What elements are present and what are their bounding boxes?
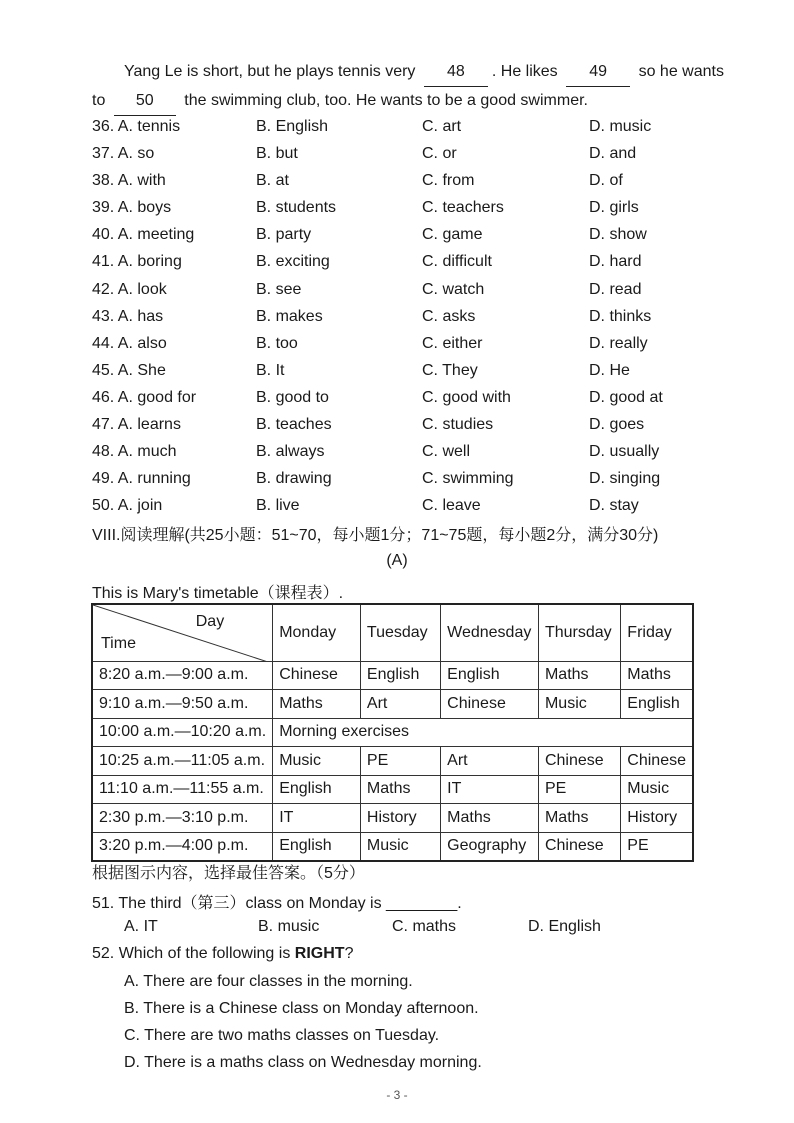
option-a: A. IT	[124, 918, 158, 935]
class-cell: English	[273, 832, 361, 861]
timetable	[91, 603, 694, 862]
option-row	[92, 411, 732, 438]
time-cell: 9:10 a.m.—9:50 a.m.	[92, 690, 273, 719]
option-row	[92, 330, 732, 357]
timetable-header-row	[92, 604, 693, 661]
option-a: 45. A. She	[92, 361, 166, 379]
option-row	[92, 465, 732, 492]
option-b: B. always	[256, 443, 325, 461]
class-cell: Chinese	[538, 832, 620, 861]
timetable-intro: This is Mary's timetable（课程表）.	[92, 585, 344, 602]
class-cell: PE	[360, 747, 440, 776]
option-b: B. exciting	[256, 253, 330, 271]
option-a: 42. A. look	[92, 280, 167, 298]
time-cell: 10:00 a.m.—10:20 a.m.	[92, 718, 273, 747]
day-header: Tuesday	[360, 604, 440, 661]
passage-text: to	[92, 92, 106, 109]
option-row	[92, 248, 732, 275]
option-c: C. teachers	[422, 199, 504, 217]
timetable-row	[92, 804, 693, 833]
option-a: 37. A. so	[92, 145, 155, 163]
option-c: C. swimming	[422, 470, 514, 488]
option-a: 38. A. with	[92, 172, 166, 190]
timetable-row	[92, 661, 693, 690]
timetable-corner-cell	[92, 604, 273, 661]
timetable-row	[92, 775, 693, 804]
option-a: 48. A. much	[92, 443, 177, 461]
option-a: 43. A. has	[92, 307, 164, 325]
class-cell: Music	[621, 775, 693, 804]
passage-line-1	[92, 58, 732, 87]
timetable-row	[92, 832, 693, 861]
section-subheading: (A)	[386, 552, 408, 569]
corner-time-label: Time	[101, 634, 136, 652]
class-cell: Art	[441, 747, 539, 776]
class-cell: Music	[273, 747, 361, 776]
class-cell: Chinese	[441, 690, 539, 719]
option-d: D. and	[589, 145, 637, 163]
option-c: C. good with	[422, 388, 511, 406]
option-d: D. He	[589, 361, 630, 379]
option-c: C. There are two maths classes on Tuesday.	[124, 1027, 440, 1044]
option-b: B. too	[256, 334, 298, 352]
option-b: B. English	[256, 118, 329, 135]
option-a: 36. A. tennis	[92, 118, 181, 135]
option-a: 39. A. boys	[92, 199, 172, 217]
option-d: D. stay	[589, 497, 639, 515]
question-52-stem	[92, 945, 353, 963]
class-cell: History	[360, 804, 440, 833]
diagonal-line	[93, 605, 268, 662]
passage-text: . He likes	[491, 63, 558, 80]
option-c: C. difficult	[422, 253, 492, 271]
option-c: C. well	[422, 443, 471, 461]
option-d: D. really	[589, 334, 648, 352]
class-cell: Chinese	[538, 747, 620, 776]
instruction-text: 根据图示内容，选择最佳答案。（5分）	[92, 865, 365, 882]
option-d: D. girls	[589, 199, 639, 217]
passage-text: so he wants	[638, 63, 724, 80]
class-cell: Maths	[538, 661, 620, 690]
option-b: B. see	[256, 280, 302, 298]
option-b: B. music	[258, 918, 320, 935]
option-row	[92, 303, 732, 330]
time-cell: 11:10 a.m.—11:55 a.m.	[92, 775, 273, 804]
class-cell: English	[621, 690, 693, 719]
option-c: C. game	[422, 226, 483, 244]
option-d: D. hard	[589, 253, 642, 271]
option-d: D. singing	[589, 470, 661, 488]
option-row	[92, 167, 732, 194]
class-cell: History	[621, 804, 693, 833]
day-header: Friday	[621, 604, 693, 661]
option-row	[92, 384, 732, 411]
class-cell: Geography	[441, 832, 539, 861]
option-row	[92, 357, 732, 384]
class-cell: Art	[360, 690, 440, 719]
day-header: Wednesday	[441, 604, 539, 661]
time-cell: 8:20 a.m.—9:00 a.m.	[92, 661, 273, 690]
option-d: D. usually	[589, 443, 660, 461]
option-c: C. asks	[422, 307, 476, 325]
passage-text: the swimming club, too. He wants to be a good swimmer.	[184, 92, 588, 109]
corner-day-label: Day	[195, 613, 225, 630]
option-b: B. teaches	[256, 416, 332, 434]
option-c: C. either	[422, 334, 483, 352]
option-d: D. English	[528, 918, 601, 935]
option-b: B. at	[256, 172, 289, 190]
class-cell: Maths	[621, 661, 693, 690]
option-b: B. makes	[256, 307, 323, 325]
class-cell: Maths	[441, 804, 539, 833]
option-a: 46. A. good for	[92, 388, 197, 406]
option-b: B. There is a Chinese class on Monday afternoon.	[124, 1000, 479, 1017]
time-cell: 10:25 a.m.—11:05 a.m.	[92, 747, 273, 776]
class-cell: PE	[538, 775, 620, 804]
merged-class-cell: Morning exercises	[273, 718, 693, 747]
page-number: - 3 -	[386, 1088, 408, 1102]
class-cell: English	[360, 661, 440, 690]
class-cell: Music	[538, 690, 620, 719]
option-b: B. students	[256, 199, 337, 217]
class-cell: PE	[621, 832, 693, 861]
day-header: Thursday	[538, 604, 620, 661]
option-a: A. There are four classes in the morning.	[124, 973, 413, 990]
option-c: C. leave	[422, 497, 481, 515]
option-c: C. studies	[422, 416, 494, 434]
class-cell: English	[441, 661, 539, 690]
time-cell: 3:20 p.m.—4:00 p.m.	[92, 832, 273, 861]
cloze-passage	[92, 58, 732, 116]
option-c: C. or	[422, 145, 457, 163]
day-header: Monday	[273, 604, 361, 661]
option-d: D. goes	[589, 416, 645, 434]
class-cell: Maths	[360, 775, 440, 804]
question-text: 52. Which of the following is	[92, 945, 291, 962]
option-d: D. good at	[589, 388, 663, 406]
class-cell: Maths	[538, 804, 620, 833]
option-b: B. but	[256, 145, 298, 163]
passage-line-2	[92, 87, 732, 116]
class-cell: IT	[441, 775, 539, 804]
option-b: B. drawing	[256, 470, 332, 488]
option-b: B. live	[256, 497, 300, 515]
option-row	[92, 438, 732, 465]
class-cell: Maths	[273, 690, 361, 719]
option-row	[92, 221, 732, 248]
section-heading: VIII.阅读理解(共25小题：51~70，每小题1分；71~75题，每小题2分，满分30分)	[92, 527, 659, 544]
option-b: B. good to	[256, 388, 329, 406]
option-d: D. music	[589, 118, 652, 135]
option-a: 41. A. boring	[92, 253, 182, 271]
option-a: 44. A. also	[92, 334, 167, 352]
option-c: C. watch	[422, 280, 485, 298]
option-c: C. from	[422, 172, 475, 190]
option-d: D. There is a maths class on Wednesday morning.	[124, 1054, 482, 1071]
blank-49: 49	[566, 58, 630, 87]
option-b: B. party	[256, 226, 312, 244]
option-c: C. They	[422, 361, 478, 379]
passage-text: Yang Le is short, but he plays tennis very	[124, 63, 416, 80]
option-c: C. art	[422, 118, 462, 135]
option-c: C. maths	[392, 918, 457, 935]
question-emphasis: RIGHT	[294, 945, 345, 962]
question-51-stem: 51. The third（第三）class on Monday is ________.	[92, 895, 462, 912]
time-cell: 2:30 p.m.—3:10 p.m.	[92, 804, 273, 833]
option-a: 49. A. running	[92, 470, 191, 488]
blank-50: 50	[114, 87, 176, 116]
timetable-row	[92, 690, 693, 719]
option-row	[92, 194, 732, 221]
option-d: D. read	[589, 280, 642, 298]
timetable-row	[92, 718, 693, 747]
option-row	[92, 276, 732, 303]
question-text: ?	[344, 945, 354, 962]
class-cell: Music	[360, 832, 440, 861]
timetable-row	[92, 747, 693, 776]
blank-48: 48	[424, 58, 488, 87]
class-cell: Chinese	[621, 747, 693, 776]
option-row	[92, 492, 732, 519]
class-cell: IT	[273, 804, 361, 833]
option-a: 40. A. meeting	[92, 226, 195, 244]
option-a: 47. A. learns	[92, 416, 181, 434]
class-cell: Chinese	[273, 661, 361, 690]
option-b: B. It	[256, 361, 285, 379]
cloze-options	[92, 113, 732, 519]
option-d: D. thinks	[589, 307, 652, 325]
option-a: 50. A. join	[92, 497, 163, 515]
class-cell: English	[273, 775, 361, 804]
option-d: D. of	[589, 172, 623, 190]
option-d: D. show	[589, 226, 647, 244]
option-row	[92, 113, 732, 140]
option-row	[92, 140, 732, 167]
